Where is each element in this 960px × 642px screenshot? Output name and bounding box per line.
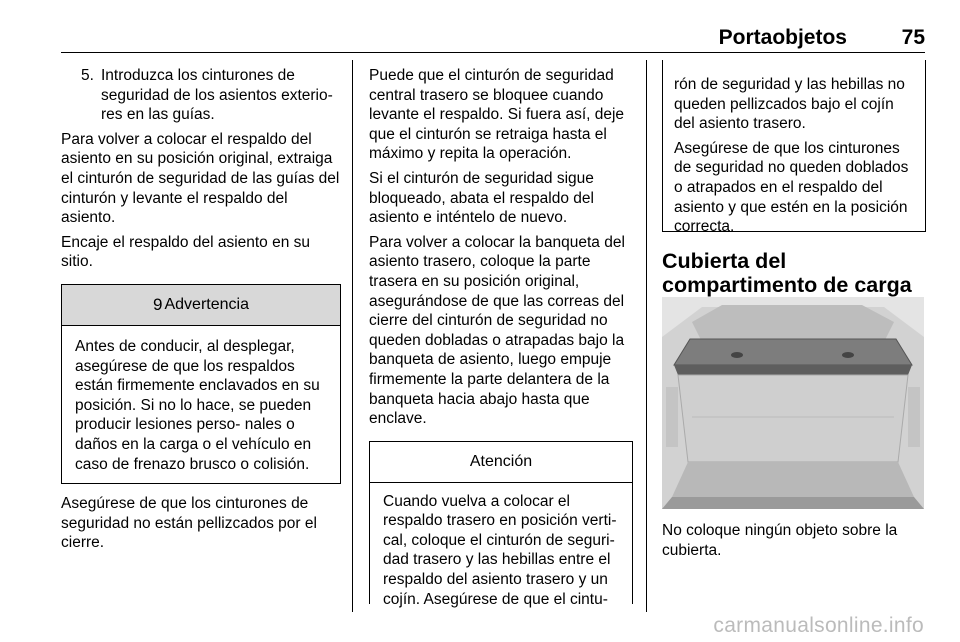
notice-body: Cuando vuelva a colocar el respaldo trasero en posición verti- cal, coloque el cinturón de seguri- dad trasero y las hebillas entre el respaldo del asiento trasero y un cojín. Asegúrese de que el cintu- <box>383 492 617 608</box>
header-title: Portaobjetos <box>718 26 847 49</box>
paragraph: Para volver a colocar el respaldo del asiento en su posición original, extraiga el cinturón de seguridad de las guías del cinturón y levante el respaldo del asiento. <box>61 130 340 227</box>
warning-icon: 9 <box>153 295 163 315</box>
figure-caption-block <box>662 521 926 565</box>
paragraph: Para volver a colocar la banqueta del asiento trasero, coloque la parte trasera en su posición original, asegurándose de que las correas del cierre del cinturón de seguridad no queden dobladas o atrapadas bajo la banqueta de asiento, luego empuje firmemente la parte delantera de la banqueta hacia abajo hasta que enclave. <box>369 233 625 428</box>
warning-title: Advertencia <box>164 296 249 314</box>
cargo-cover-illustration <box>662 297 924 509</box>
notice-header <box>370 442 632 483</box>
notice-text: Asegúrese de que los cinturones de seguridad no queden doblados o atrapados en el respaldo del asiento y que estén en la posición correcta. <box>674 139 909 236</box>
step-text: Introduzca los cinturones de seguridad de los asientos exterio- res en las guías. <box>101 67 333 124</box>
notice-title: Atención <box>469 452 533 470</box>
column-1 <box>61 66 341 558</box>
numbered-step <box>61 66 341 125</box>
paragraph: Si el cinturón de seguridad sigue bloqueado, abata el respaldo del asiento e inténtelo de nuevo. <box>369 169 594 227</box>
column-2 <box>369 66 633 608</box>
header-rule <box>61 52 925 53</box>
page-header <box>61 26 925 52</box>
paragraph: Puede que el cinturón de seguridad central trasero se bloquee cuando levante el respaldo. Si fuera así, deje que el cinturón se retraiga hasta el máximo y repita la operación. <box>369 67 625 163</box>
paragraph: Encaje el respaldo del asiento en su sitio. <box>61 233 311 271</box>
notice-text: rón de seguridad y las hebillas no queden pellizcados bajo el cojín del asiento trasero. <box>674 76 905 133</box>
notice-box <box>369 441 633 608</box>
warning-header <box>62 285 340 326</box>
section-title: Cubierta del compartimento de carga <box>662 249 912 297</box>
column-3 <box>662 60 926 297</box>
step-number: 5. <box>81 67 94 84</box>
watermark: carmanualsonline.info <box>713 614 924 637</box>
figure-caption: No coloque ningún objeto sobre la cubierta. <box>662 522 898 559</box>
column-divider-2 <box>646 60 647 612</box>
warning-box <box>61 284 341 484</box>
paragraph: Asegúrese de que los cinturones de seguridad no están pellizcados por el cierre. <box>61 494 317 552</box>
notice-continuation-box <box>662 60 926 236</box>
column-divider-1 <box>352 60 353 612</box>
warning-body: Antes de conducir, al desplegar, asegúrese de que los respaldos están firmemente enclavados en su posición. Si no lo hace, se pueden producir lesiones perso- nales o daños en la carga o el vehículo en caso de frenazo brusco o colisión. <box>75 337 320 473</box>
page-number: 75 <box>901 26 925 49</box>
